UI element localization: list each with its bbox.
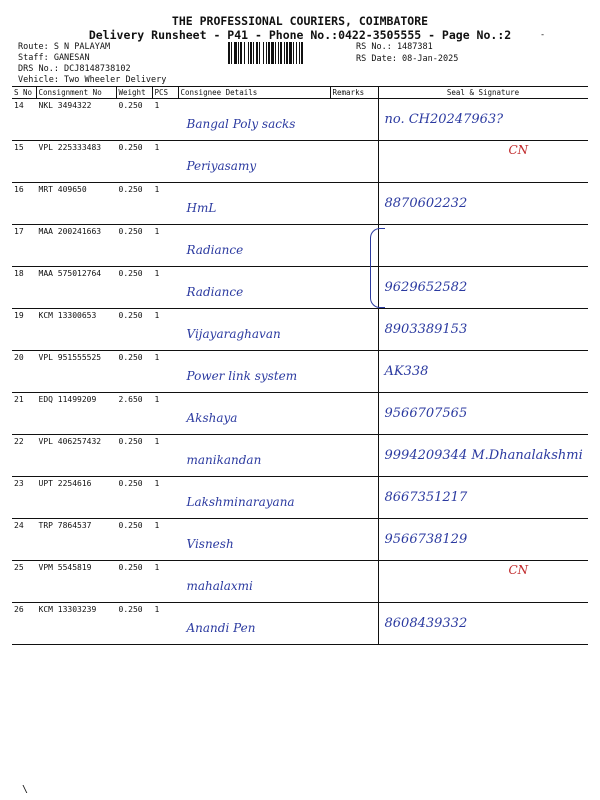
cell-pcs: 1 xyxy=(152,477,178,519)
cell-pcs: 1 xyxy=(152,267,178,309)
cell-consignee xyxy=(178,561,330,603)
signature-handwriting: 9566707565 xyxy=(384,406,468,421)
table-row xyxy=(12,267,588,309)
company-title: THE PROFESSIONAL COURIERS, COIMBATORE xyxy=(171,14,429,28)
cell-consignment: UPT 2254616 xyxy=(36,477,116,519)
cell-pcs: 1 xyxy=(152,225,178,267)
cell-consignee xyxy=(178,435,330,477)
consignee-handwriting: Periyasamy xyxy=(186,159,257,173)
cell-sno: 21 xyxy=(12,393,36,435)
col-remarks: Remarks xyxy=(330,87,378,99)
cell-pcs: 1 xyxy=(152,99,178,141)
cell-remarks xyxy=(330,477,378,519)
cell-signature xyxy=(378,267,588,309)
cell-weight: 0.250 xyxy=(116,561,152,603)
vehicle-label: Vehicle: Two Wheeler Delivery xyxy=(18,75,167,85)
col-pcs: PCS xyxy=(152,87,178,99)
cell-consignee xyxy=(178,477,330,519)
table-row xyxy=(12,351,588,393)
consignee-handwriting: Vijayaraghavan xyxy=(186,327,281,341)
dash-mark: - xyxy=(540,30,546,40)
table-header-row xyxy=(12,87,588,99)
cell-weight: 0.250 xyxy=(116,99,152,141)
cn-mark: CN xyxy=(508,563,529,577)
cell-consignment: VPL 951555525 xyxy=(36,351,116,393)
cell-weight: 0.250 xyxy=(116,309,152,351)
cell-consignee xyxy=(178,99,330,141)
cell-consignee xyxy=(178,351,330,393)
consignee-handwriting: Anandi Pen xyxy=(186,621,256,635)
cell-pcs: 1 xyxy=(152,435,178,477)
col-consignment: Consignment No xyxy=(36,87,116,99)
cell-consignment: MAA 200241663 xyxy=(36,225,116,267)
cell-sno: 24 xyxy=(12,519,36,561)
cell-consignee xyxy=(178,309,330,351)
cell-remarks xyxy=(330,309,378,351)
cell-consignment: VPL 225333483 xyxy=(36,141,116,183)
consignee-handwriting: Radiance xyxy=(186,243,244,257)
consignee-handwriting: HmL xyxy=(186,201,217,215)
cell-consignee xyxy=(178,225,330,267)
table-row xyxy=(12,393,588,435)
cell-weight: 0.250 xyxy=(116,225,152,267)
signature-handwriting: AK338 xyxy=(384,364,429,379)
col-sno: S No xyxy=(12,87,36,99)
cell-weight: 0.250 xyxy=(116,183,152,225)
cell-weight: 0.250 xyxy=(116,351,152,393)
cell-signature xyxy=(378,519,588,561)
cell-consignee xyxy=(178,603,330,645)
cn-mark: CN xyxy=(508,143,529,157)
cell-remarks xyxy=(330,561,378,603)
consignee-handwriting: manikandan xyxy=(186,453,262,467)
cell-signature xyxy=(378,435,588,477)
cell-remarks xyxy=(330,99,378,141)
cell-weight: 0.250 xyxy=(116,477,152,519)
cell-sno: 16 xyxy=(12,183,36,225)
signature-handwriting: no. CH20247963? xyxy=(384,112,504,127)
cell-signature xyxy=(378,351,588,393)
table-row xyxy=(12,309,588,351)
cell-remarks xyxy=(330,393,378,435)
cell-signature xyxy=(378,141,588,183)
signature-handwriting: 8667351217 xyxy=(384,490,468,505)
cell-consignee xyxy=(178,267,330,309)
cell-consignment: MAA 575012764 xyxy=(36,267,116,309)
consignee-handwriting: Akshaya xyxy=(186,411,238,425)
cell-signature xyxy=(378,477,588,519)
cell-signature xyxy=(378,225,588,267)
cell-remarks xyxy=(330,141,378,183)
cell-consignment: EDQ 11499209 xyxy=(36,393,116,435)
cell-weight: 0.250 xyxy=(116,519,152,561)
cell-sno: 18 xyxy=(12,267,36,309)
rs-number: RS No.: 1487381 xyxy=(356,42,433,52)
col-seal-signature: Seal & Signature xyxy=(378,87,588,99)
cell-sno: 14 xyxy=(12,99,36,141)
footer-mark: \ xyxy=(22,784,29,795)
cell-remarks xyxy=(330,351,378,393)
cell-consignee xyxy=(178,183,330,225)
runsheet-table xyxy=(12,86,588,645)
cell-pcs: 1 xyxy=(152,561,178,603)
cell-weight: 0.250 xyxy=(116,141,152,183)
cell-sno: 23 xyxy=(12,477,36,519)
cell-pcs: 1 xyxy=(152,519,178,561)
runsheet-subtitle: Delivery Runsheet - P41 - Phone No.:0422-3505555 - Page No.:2 xyxy=(88,28,512,42)
cell-sno: 15 xyxy=(12,141,36,183)
table-row xyxy=(12,435,588,477)
cell-signature xyxy=(378,99,588,141)
table-row xyxy=(12,183,588,225)
cell-consignment: MRT 409650 xyxy=(36,183,116,225)
signature-handwriting: 8608439332 xyxy=(384,616,468,631)
cell-signature xyxy=(378,561,588,603)
table-row xyxy=(12,99,588,141)
barcode xyxy=(228,42,346,64)
cell-remarks xyxy=(330,603,378,645)
consignee-handwriting: Radiance xyxy=(186,285,244,299)
signature-handwriting: 9994209344 M.Dhanalakshmi xyxy=(384,448,583,463)
table-row xyxy=(12,141,588,183)
cell-signature xyxy=(378,183,588,225)
signature-handwriting: 8870602232 xyxy=(384,196,468,211)
cell-signature xyxy=(378,393,588,435)
cell-sno: 17 xyxy=(12,225,36,267)
cell-consignee xyxy=(178,141,330,183)
cell-weight: 0.250 xyxy=(116,603,152,645)
signature-handwriting: 8903389153 xyxy=(384,322,468,337)
bracket-mark xyxy=(370,228,385,308)
cell-sno: 20 xyxy=(12,351,36,393)
cell-consignment: NKL 3494322 xyxy=(36,99,116,141)
table-row xyxy=(12,519,588,561)
cell-consignment: VPL 406257432 xyxy=(36,435,116,477)
cell-pcs: 1 xyxy=(152,393,178,435)
consignee-handwriting: mahalaxmi xyxy=(186,579,253,593)
cell-signature xyxy=(378,603,588,645)
cell-weight: 2.650 xyxy=(116,393,152,435)
drs-number: DRS No.: DCJ8148738102 xyxy=(18,64,131,74)
col-consignee: Consignee Details xyxy=(178,87,330,99)
consignee-handwriting: Power link system xyxy=(186,369,298,383)
cell-signature xyxy=(378,309,588,351)
cell-consignment: KCM 13300653 xyxy=(36,309,116,351)
cell-remarks xyxy=(330,519,378,561)
consignee-handwriting: Bangal Poly sacks xyxy=(186,117,296,131)
cell-consignee xyxy=(178,393,330,435)
cell-sno: 26 xyxy=(12,603,36,645)
cell-pcs: 1 xyxy=(152,603,178,645)
consignee-handwriting: Visnesh xyxy=(186,537,234,551)
table-row xyxy=(12,603,588,645)
cell-pcs: 1 xyxy=(152,351,178,393)
cell-pcs: 1 xyxy=(152,141,178,183)
cell-consignment: KCM 13303239 xyxy=(36,603,116,645)
cell-sno: 19 xyxy=(12,309,36,351)
cell-weight: 0.250 xyxy=(116,435,152,477)
cell-remarks xyxy=(330,435,378,477)
cell-consignment: TRP 7864537 xyxy=(36,519,116,561)
cell-consignee xyxy=(178,519,330,561)
cell-sno: 25 xyxy=(12,561,36,603)
cell-consignment: VPM 5545819 xyxy=(36,561,116,603)
table-row xyxy=(12,225,588,267)
consignee-handwriting: Lakshminarayana xyxy=(186,495,295,509)
col-weight: Weight xyxy=(116,87,152,99)
route-label: Route: S N PALAYAM xyxy=(18,42,111,52)
table-row xyxy=(12,561,588,603)
cell-sno: 22 xyxy=(12,435,36,477)
cell-pcs: 1 xyxy=(152,183,178,225)
cell-pcs: 1 xyxy=(152,309,178,351)
signature-handwriting: 9629652582 xyxy=(384,280,468,295)
cell-weight: 0.250 xyxy=(116,267,152,309)
rs-date: RS Date: 08-Jan-2025 xyxy=(356,54,459,64)
signature-handwriting: 9566738129 xyxy=(384,532,468,547)
table-row xyxy=(12,477,588,519)
cell-remarks xyxy=(330,183,378,225)
staff-label: Staff: GANESAN xyxy=(18,53,90,63)
